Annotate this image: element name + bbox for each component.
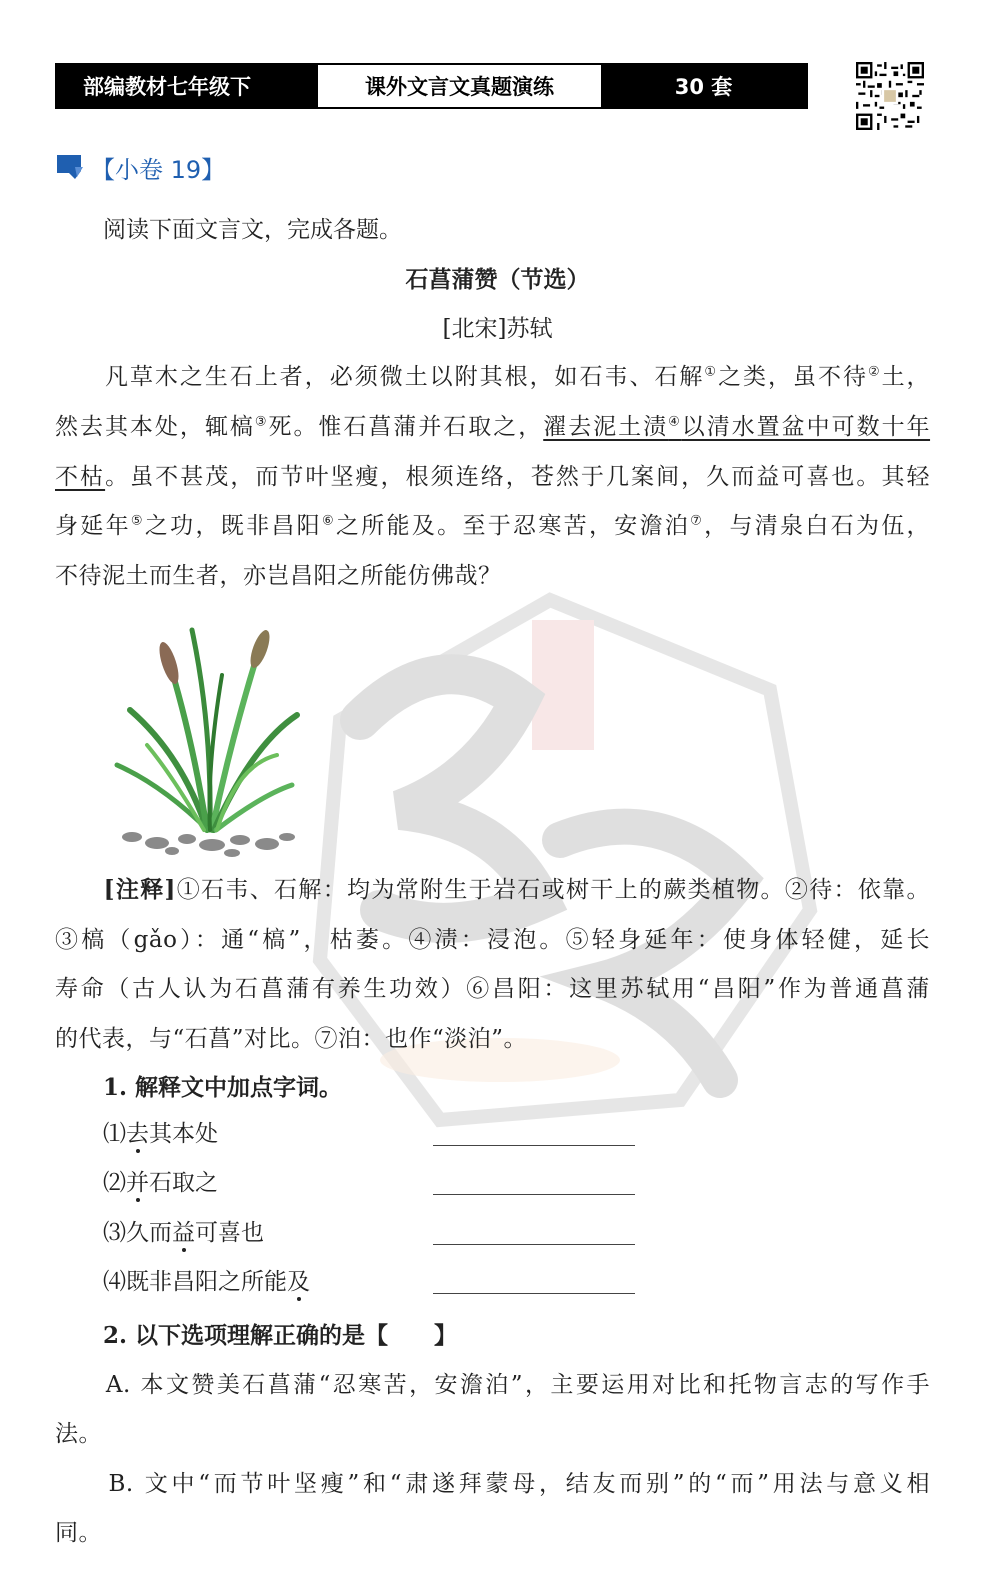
q1-item-4: ⑷既非昌阳之所能及 xyxy=(103,1269,310,1295)
header-bar xyxy=(55,63,808,109)
question-1-title: 1. 解释文中加点字词。 xyxy=(103,1074,343,1101)
q1-answer-blank-4[interactable] xyxy=(433,1293,635,1294)
instruction-text: 阅读下面文言文，完成各题。 xyxy=(103,217,402,243)
q1-answer-blank-1[interactable] xyxy=(433,1145,635,1146)
header-grade: 部编教材七年级下 xyxy=(57,65,318,107)
q2-option-a-line-1: A. 本文赞美石菖蒲“忍寒苦，安澹泊”，主要运用对比和托物言志的写作手 xyxy=(105,1372,931,1398)
header-set-count: 30 套 xyxy=(601,65,806,107)
notes-line-4: 的代表，与“石菖”对比。⑦泊：也作“淡泊”。 xyxy=(55,1026,528,1052)
passage-line-5: 不待泥土而生者，亦岂昌阳之所能仿佛哉？ xyxy=(55,563,502,589)
notes-line-2: ③槁（gǎo）：通“槁”，枯萎。④渍：浸泡。⑤轻身延年：使身体轻健，延长 xyxy=(55,927,930,953)
q1-item-3: ⑶久而益可喜也 xyxy=(103,1220,264,1246)
header-subject: 课外文言文真题演练 xyxy=(318,65,601,107)
calamus-plant-illustration xyxy=(112,615,302,860)
question-2-title: 2. 以下选项理解正确的是【 】 xyxy=(103,1322,458,1349)
watermark-seal-icon xyxy=(300,580,820,1140)
q2-option-b-line-2: 同。 xyxy=(55,1520,102,1546)
q2-option-a-line-2: 法。 xyxy=(55,1421,102,1447)
passage-author: [北宋]苏轼 xyxy=(442,316,553,342)
volume-label: 【小卷 19】 xyxy=(91,156,226,184)
qr-code-icon xyxy=(856,62,924,130)
passage-line-4: 身延年⑤之功，既非昌阳⑥之所能及。至于忍寒苦，安澹泊⑦，与清泉白石为伍， xyxy=(55,513,931,539)
passage-line-1: 凡草木之生石上者，必须微土以附其根，如石韦、石解①之类，虽不待②土， xyxy=(104,364,931,390)
passage-line-2: 然去其本处，辄槁③死。惟石菖蒲并石取之，濯去泥土渍④以清水置盆中可数十年 xyxy=(55,414,931,440)
notes-line-3: 寿命（古人认为石菖蒲有养生功效）⑥昌阳：这里苏轼用“昌阳”作为普通菖蒲 xyxy=(55,976,930,1002)
q1-item-1: ⑴去其本处 xyxy=(103,1121,218,1147)
passage-line-3: 不枯。虽不甚茂，而节叶坚瘦，根须连络，苍然于几案间，久而益可喜也。其轻 xyxy=(55,464,931,490)
q2-option-b-line-1: B. 文中“而节叶坚瘦”和“肃遂拜蒙母，结友而别”的“而”用法与意义相 xyxy=(108,1471,931,1497)
notes-line-1: [注释]①石韦、石解：均为常附生于岩石或树干上的蕨类植物。②待：依靠。 xyxy=(103,876,931,903)
q1-item-2: ⑵并石取之 xyxy=(103,1170,218,1196)
bookmark-icon xyxy=(55,153,85,183)
q1-answer-blank-3[interactable] xyxy=(433,1244,635,1245)
passage-title: 石菖蒲赞（节选） xyxy=(405,266,590,293)
volume-heading xyxy=(55,150,225,185)
q1-answer-blank-2[interactable] xyxy=(433,1194,635,1195)
